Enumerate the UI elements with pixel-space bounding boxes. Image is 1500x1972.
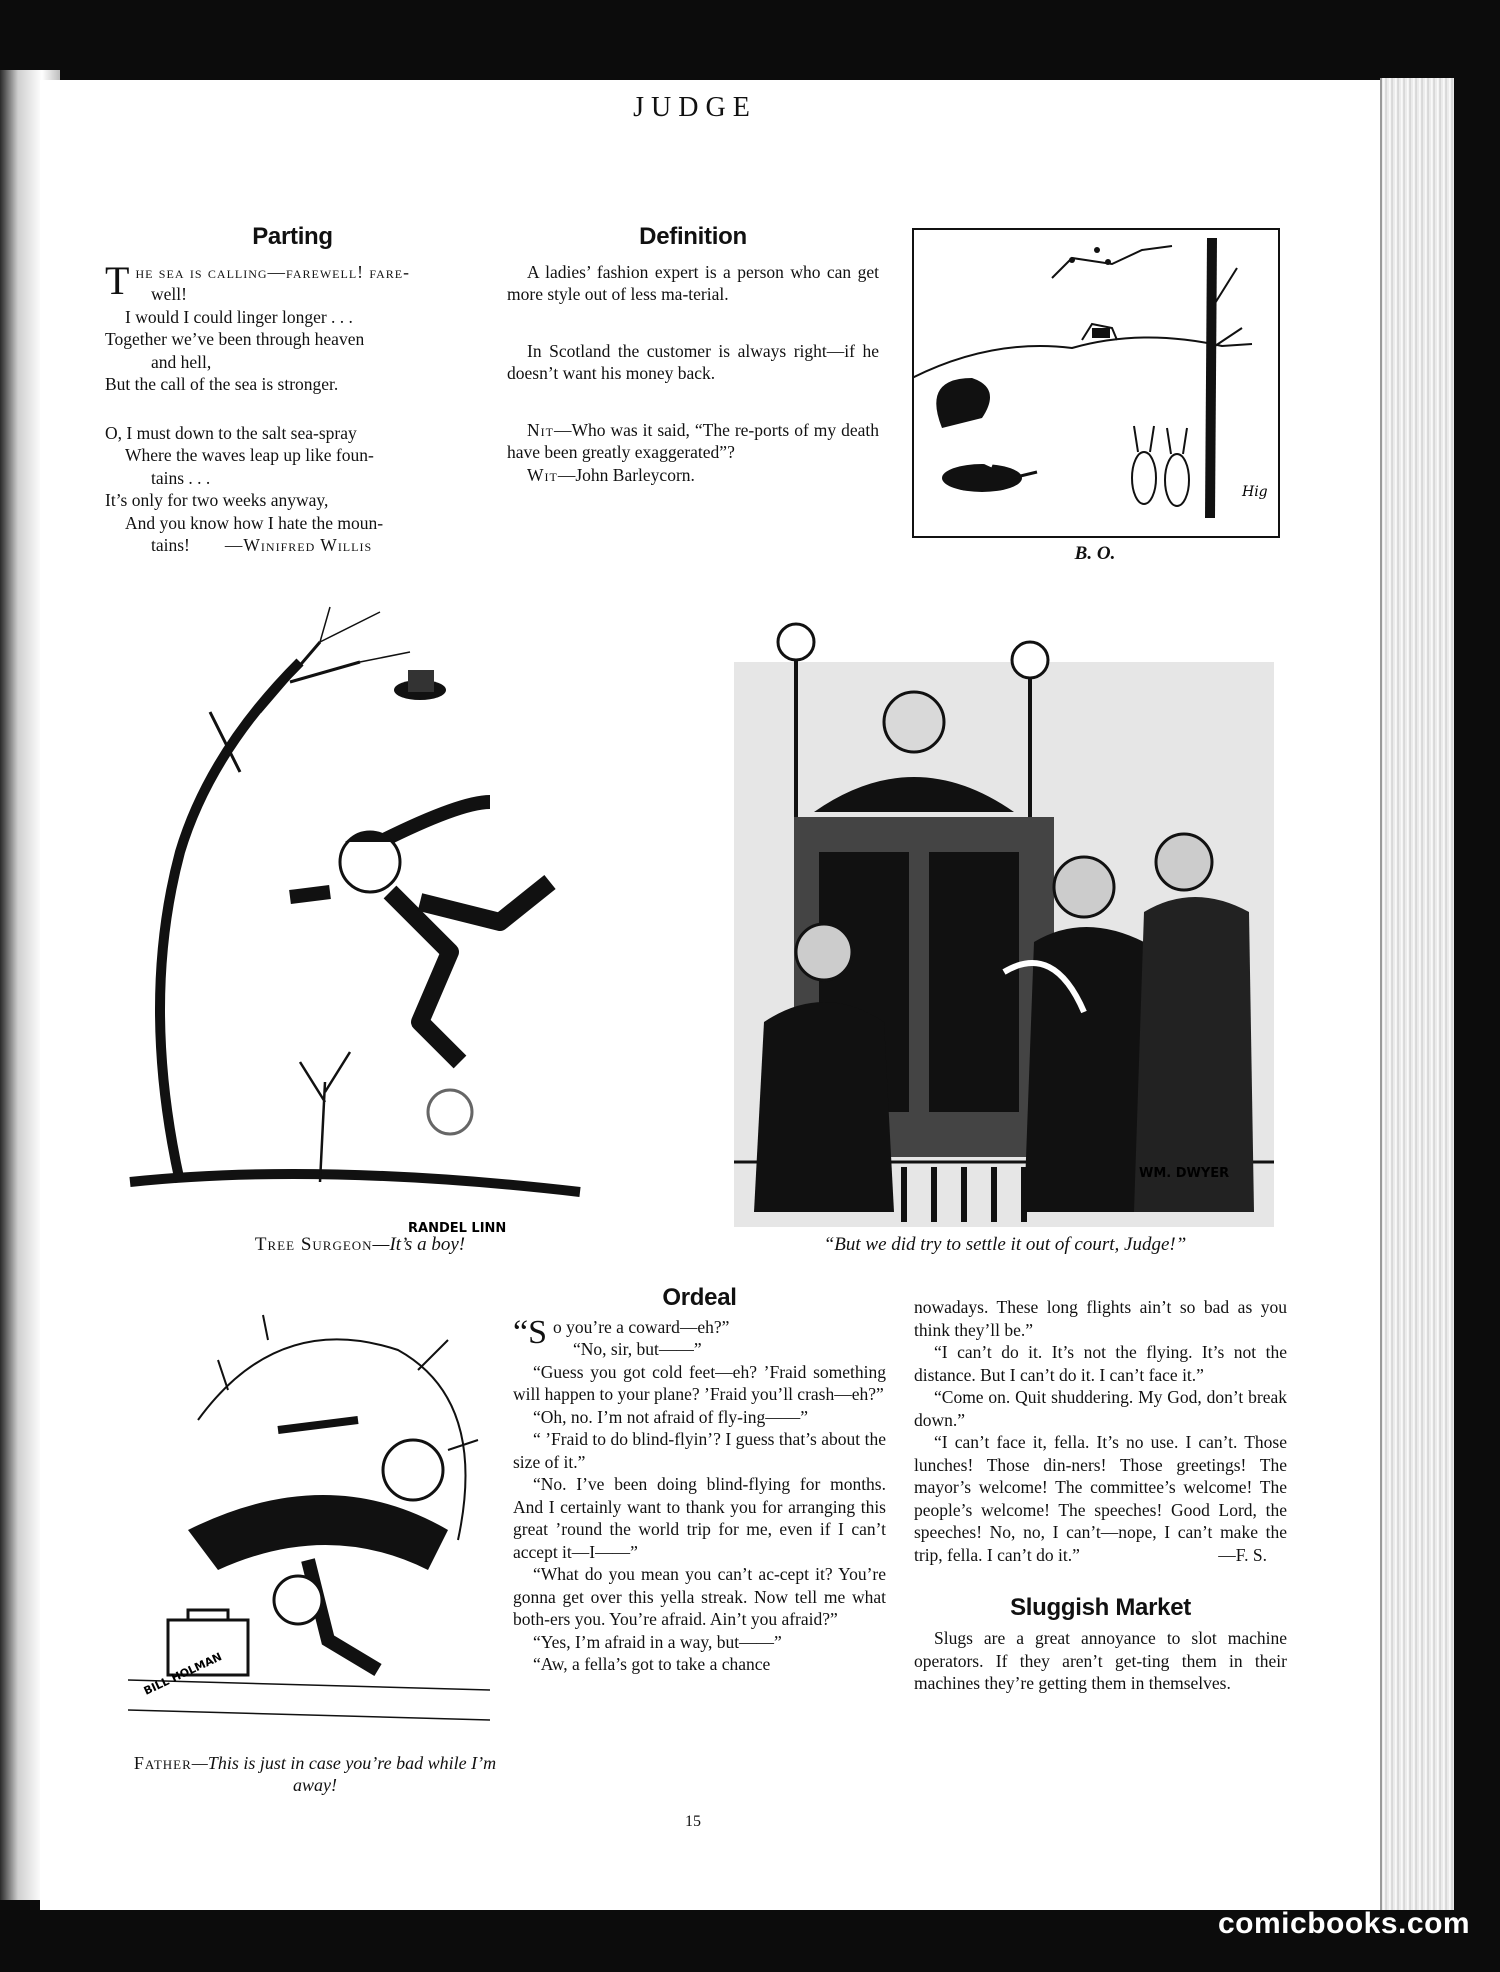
- ordeal-title: Ordeal: [662, 1284, 737, 1311]
- ordeal-paragraph: “Guess you got cold feet—eh? ’Fraid something will happen to your plane? ’Fraid you’ll crash—eh?”: [513, 1361, 886, 1404]
- poem-line: It’s only for two weeks anyway,: [105, 490, 329, 510]
- wit-label: Wit: [527, 464, 558, 485]
- poem-line: I would I could linger longer . . .: [125, 306, 353, 327]
- nit-label: Nit: [527, 419, 554, 440]
- court-signature: WM. DWYER: [1139, 1166, 1230, 1181]
- ordeal-paragraph: “No. I’ve been doing blind-flying for months. And I certainly want to thank you for arranging this great ’round the world trip for me, even if I can’t accept it—I——”: [513, 1474, 886, 1562]
- parting-author: —Winifred Willis: [224, 535, 373, 555]
- tree-caption: [160, 1234, 560, 1256]
- poem-line: Where the waves leap up like foun-: [125, 445, 374, 465]
- bo-cartoon: [912, 228, 1280, 538]
- definition-title: Definition: [639, 223, 747, 250]
- tree-surgeon-cartoon: [120, 602, 620, 1242]
- father-signature: BILL HOLMAN: [141, 1650, 224, 1698]
- nit-paragraph: [507, 419, 879, 464]
- ordeal-column-1: [513, 1284, 886, 1676]
- sluggish-text: Slugs are a great annoyance to slot machine operators. If they aren’t get-ting them in their machines they’re getting them in themselves.: [914, 1628, 1287, 1693]
- father-caption: [130, 1752, 500, 1796]
- poem-line: and hell,: [151, 351, 212, 372]
- tree-signature: RANDEL LINN: [408, 1221, 507, 1236]
- ordeal-author: —F. S.: [1218, 1545, 1267, 1565]
- definition-paragraph: In Scotland the customer is always right—if he doesn’t want his money back.: [507, 340, 879, 383]
- tree-caption-text: —It’s a boy!: [372, 1234, 466, 1255]
- poem-line: tains . . .: [151, 467, 211, 488]
- definition-paragraph: A ladies’ fashion expert is a person who can get more style out of less ma-terial.: [507, 261, 879, 304]
- court-caption: “But we did try to settle it out of court, Judge!”: [823, 1234, 1187, 1255]
- wit-text: —John Barleycorn.: [557, 464, 695, 485]
- page-number: 15: [685, 1813, 701, 1830]
- poem-line: But the call of the sea is stronger.: [105, 374, 339, 394]
- ordeal-paragraph: “Aw, a fella’s got to take a chance: [533, 1654, 771, 1674]
- father-caption-text: —This is just in case you’re bad while I’m away!: [191, 1753, 497, 1795]
- bo-caption: B. O.: [1074, 543, 1116, 564]
- poem-line: well!: [151, 284, 187, 304]
- nit-text: —Who was it said, “The re-ports of my death have been greatly exaggerated”?: [507, 419, 879, 462]
- ordeal-paragraph: “Come on. Quit shuddering. My God, don’t break down.”: [914, 1387, 1287, 1430]
- bo-signature: Hig: [1242, 484, 1268, 500]
- father-cartoon: [128, 1300, 490, 1740]
- poem-line-text: tains!: [151, 535, 190, 555]
- parting-dropcap: T: [105, 257, 130, 303]
- ordeal-column-2: [914, 1296, 1287, 1695]
- watermark: comicbooks.com: [1218, 1907, 1471, 1940]
- parting-poem: [105, 223, 480, 557]
- ordeal-paragraph: “ ’Fraid to do blind-flyin’? I guess that’s about the size of it.”: [513, 1429, 886, 1472]
- ordeal-paragraph: “Oh, no. I’m not afraid of fly-ing——”: [533, 1406, 809, 1427]
- poem-line: Together we’ve been through heaven: [105, 329, 365, 349]
- ordeal-paragraph: “What do you mean you can’t ac-cept it? You’re gonna get over this yella streak. Now tell me what both-ers you. You’re afraid. Ain’t you afraid?”: [513, 1564, 886, 1629]
- father-caption-label: Father: [133, 1753, 192, 1773]
- masthead: JUDGE: [633, 92, 757, 123]
- court-cartoon: [734, 612, 1274, 1227]
- poem-line: he sea is calling—farewell! fare-: [135, 261, 410, 282]
- poem-line: O, I must down to the salt sea-spray: [105, 422, 357, 443]
- wit-paragraph: [507, 464, 879, 487]
- poem-line: And you know how I hate the moun-: [125, 512, 384, 533]
- ordeal-paragraph: “Yes, I’m afraid in a way, but——”: [533, 1631, 782, 1652]
- definition-column: [507, 223, 879, 486]
- sluggish-title: Sluggish Market: [1010, 1593, 1191, 1621]
- ordeal-paragraph: o you’re a coward—eh?”: [553, 1316, 730, 1337]
- ordeal-dropcap: “S: [513, 1313, 547, 1351]
- poem-line: [105, 534, 480, 557]
- page-edges: [1380, 78, 1454, 1910]
- parting-title: Parting: [252, 223, 333, 250]
- tree-caption-label: Tree Surgeon: [254, 1234, 373, 1255]
- ordeal-paragraph: “No, sir, but——”: [573, 1339, 702, 1359]
- ordeal-paragraph: “I can’t do it. It’s not the flying. It’s not the distance. But I can’t do it. I can’t face it.”: [914, 1342, 1287, 1385]
- ordeal-paragraph: nowadays. These long flights ain’t so bad as you think they’ll be.”: [914, 1297, 1287, 1340]
- ordeal-paragraph: “I can’t face it, fella. It’s no use. I can’t. Those lunches! Those din-ners! Those greetings! The mayor’s welcome! The committee’s welcome! The people’s welcome! The speeches! Good Lord, the speeches! No, no, I can’t—nope, I can’t make the trip, fella. I can’t do it.”: [914, 1432, 1287, 1565]
